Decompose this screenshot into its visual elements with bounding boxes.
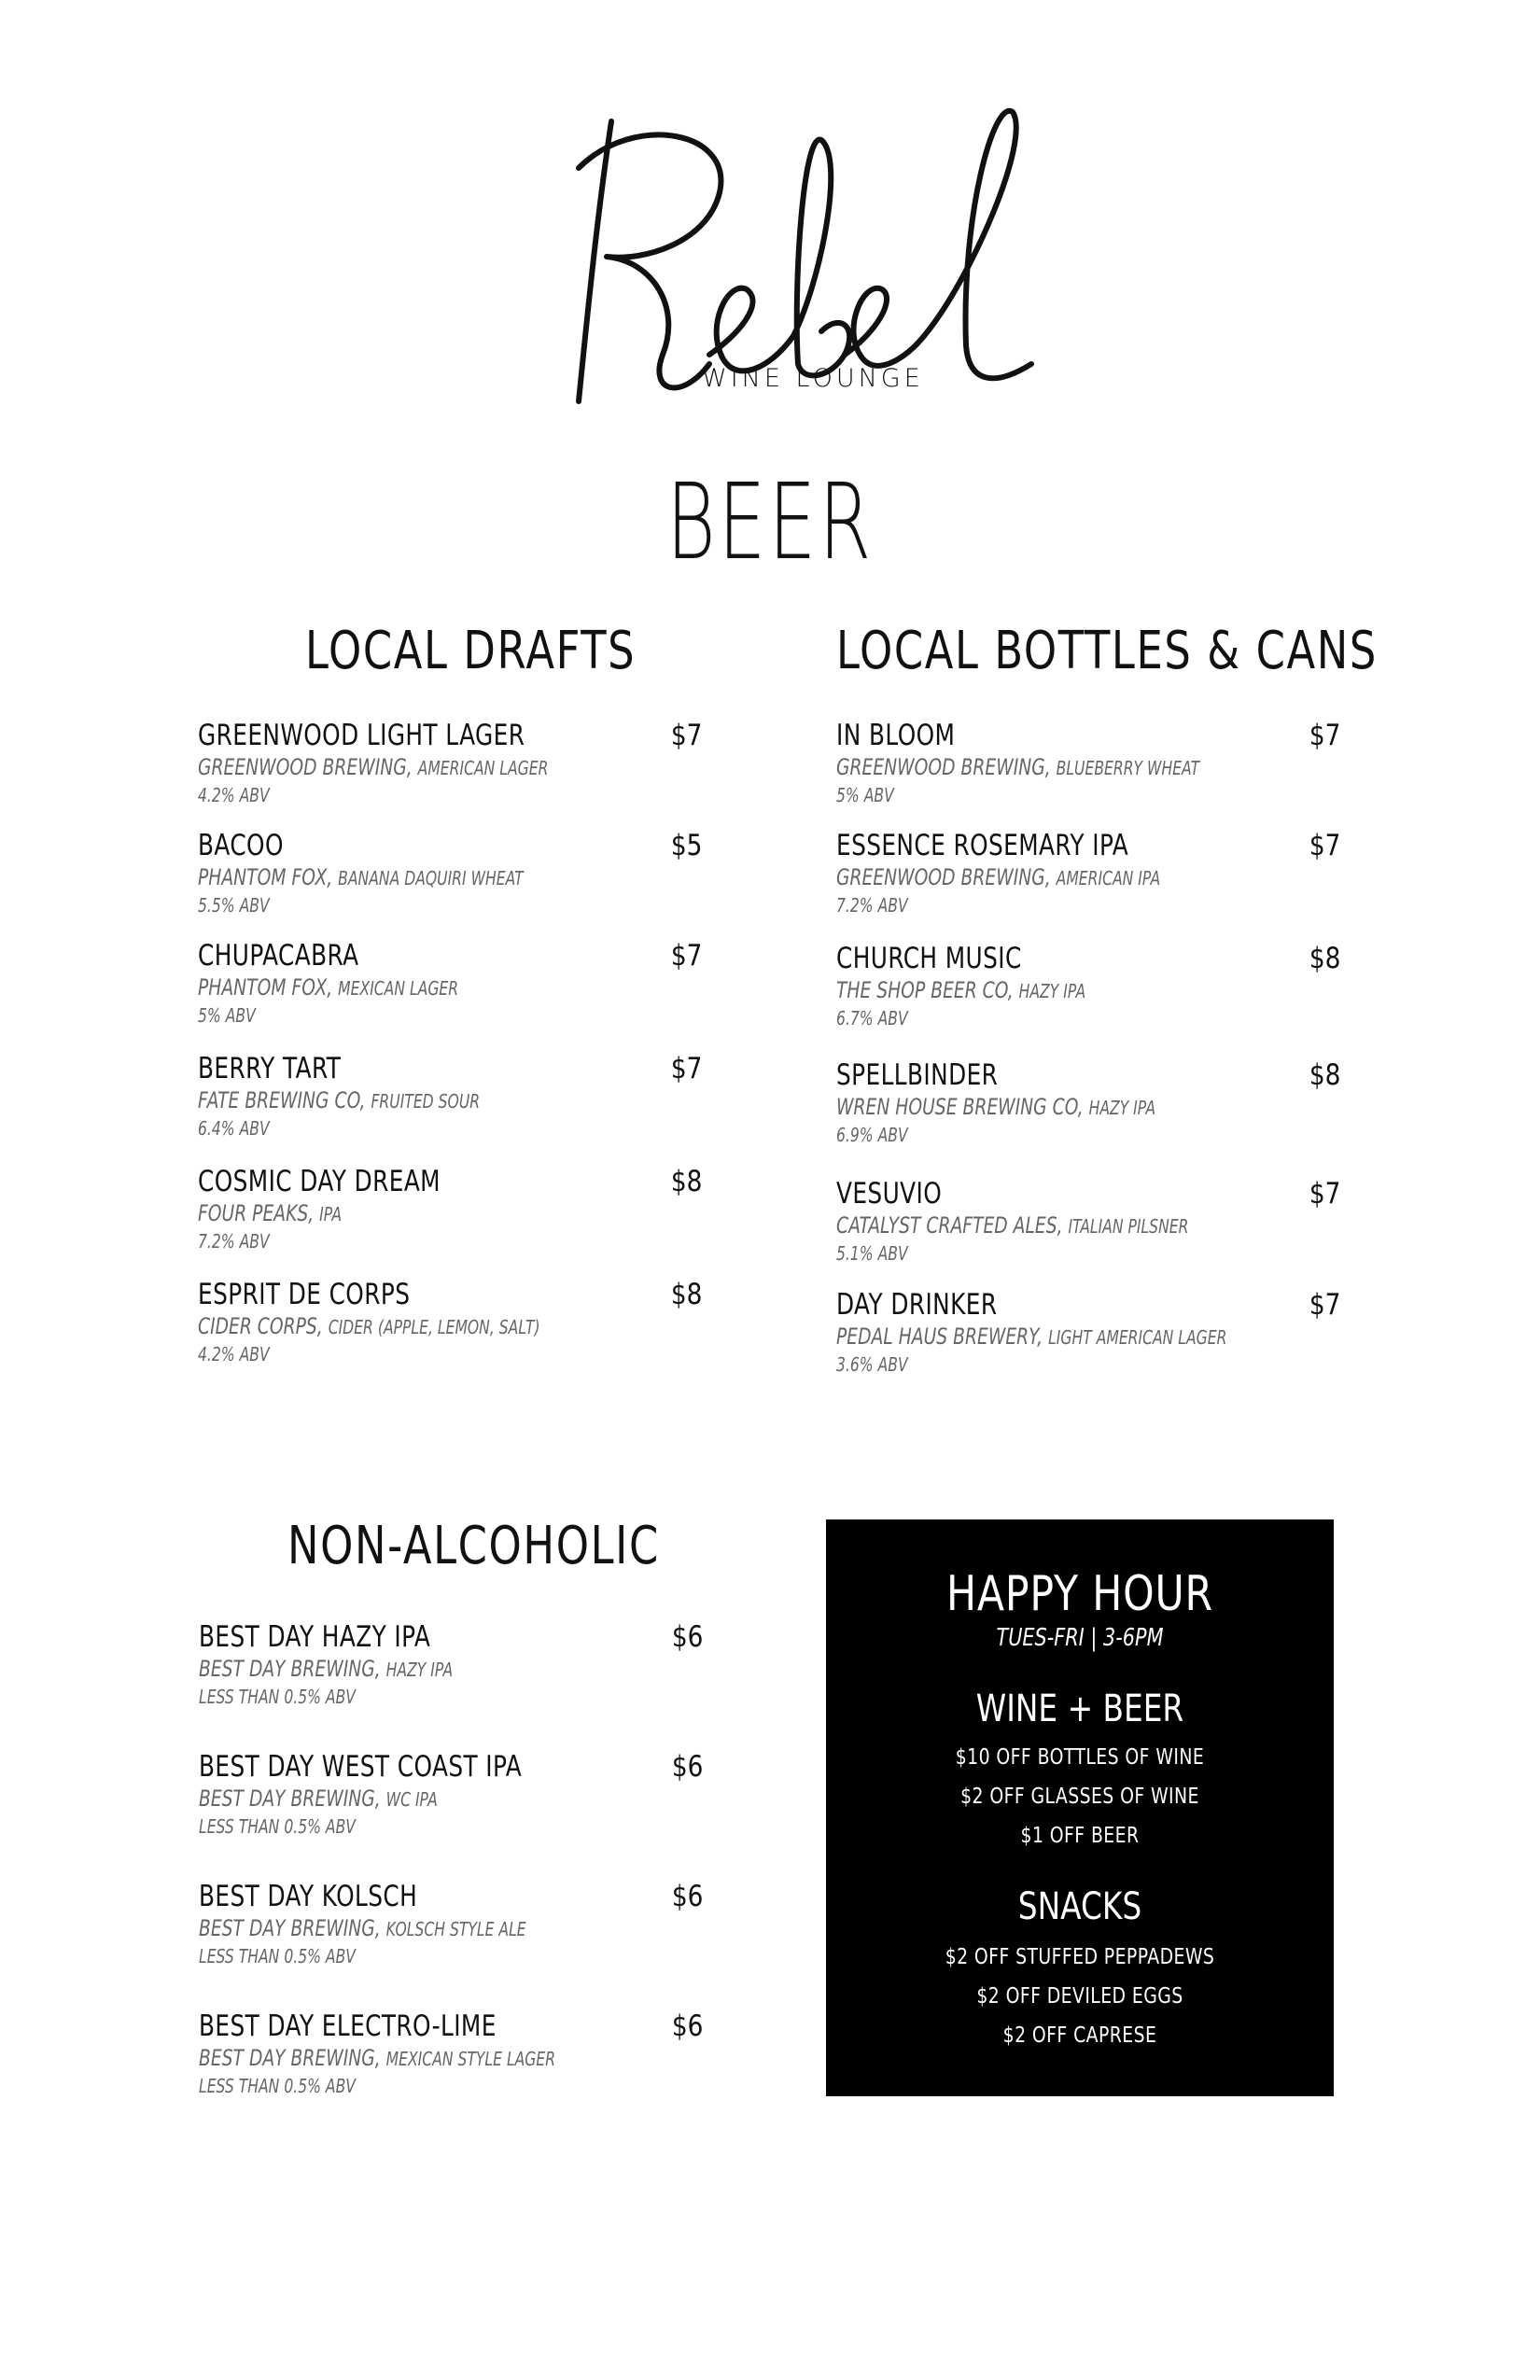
menu-item	[199, 1880, 703, 1967]
brewery-name: FATE BREWING CO,	[198, 1087, 366, 1113]
happy-hour-hours: TUES-FRI | 3-6PM	[996, 1624, 1164, 1652]
beer-style: HAZY IPA	[1088, 1097, 1156, 1119]
item-abv: 4.2% ABV	[198, 784, 270, 806]
brewery-name: PHANTOM FOX,	[198, 974, 333, 1001]
snacks-title: SNACKS	[1017, 1885, 1142, 1928]
happy-hour-title: HAPPY HOUR	[945, 1566, 1213, 1622]
menu-item	[836, 1288, 1340, 1376]
wine-beer-line: $10 OFF BOTTLES OF WINE	[955, 1745, 1205, 1770]
item-price: $8	[670, 1165, 702, 1198]
brewery-name: THE SHOP BEER CO,	[836, 977, 1014, 1003]
item-brewery	[836, 1212, 1229, 1239]
menu-item	[198, 719, 702, 806]
item-abv: 6.9% ABV	[836, 1124, 908, 1146]
happy-hour-panel	[826, 1519, 1334, 2096]
brewery-name: PHANTOM FOX,	[198, 864, 333, 890]
item-price: $7	[670, 1052, 702, 1085]
item-name: BACOO	[198, 829, 284, 862]
item-abv: 4.2% ABV	[198, 1343, 270, 1365]
item-brewery	[836, 1094, 1229, 1120]
item-abv: 5.1% ABV	[836, 1242, 908, 1265]
menu-item	[199, 1750, 703, 1838]
non-alcoholic-title: NON-ALCOHOLIC	[287, 1516, 660, 1576]
item-abv: 6.7% ABV	[836, 1007, 908, 1029]
item-price: $5	[670, 829, 702, 862]
item-name: CHURCH MUSIC	[836, 942, 1022, 975]
snacks-line: $2 OFF DEVILED EGGS	[976, 1984, 1183, 2009]
item-abv: LESS THAN 0.5% ABV	[199, 2075, 356, 2097]
page-title: BEER	[665, 462, 875, 583]
brewery-name: BEST DAY BREWING,	[199, 2045, 381, 2071]
beer-style: FRUITED SOUR	[371, 1090, 481, 1113]
wine-beer-title: WINE + BEER	[975, 1687, 1184, 1730]
item-abv: 7.2% ABV	[836, 894, 908, 917]
item-name: BEST DAY HAZY IPA	[199, 1620, 431, 1654]
local-drafts-title: LOCAL DRAFTS	[305, 621, 637, 681]
item-brewery	[198, 754, 591, 780]
item-name: GREENWOOD LIGHT LAGER	[198, 719, 525, 752]
menu-item	[198, 1278, 702, 1365]
menu-item	[836, 1177, 1340, 1265]
beer-style: BLUEBERRY WHEAT	[1056, 757, 1200, 779]
beer-style: CIDER (APPLE, LEMON, SALT)	[328, 1316, 540, 1338]
item-brewery	[198, 1087, 591, 1113]
item-name: BERRY TART	[198, 1052, 342, 1085]
brewery-name: GREENWOOD BREWING,	[836, 754, 1051, 780]
item-price: $7	[1309, 1288, 1340, 1322]
item-brewery	[199, 2045, 592, 2071]
item-price: $7	[1309, 829, 1340, 862]
brewery-name: CATALYST CRAFTED ALES,	[836, 1212, 1063, 1239]
item-name: CHUPACABRA	[198, 939, 359, 973]
beer-style: AMERICAN LAGER	[417, 757, 549, 779]
item-price: $6	[671, 2009, 703, 2043]
item-price: $7	[1309, 719, 1340, 752]
item-name: SPELLBINDER	[836, 1058, 999, 1092]
item-abv: 5.5% ABV	[198, 894, 270, 917]
beer-style: KOLSCH STYLE ALE	[385, 1918, 526, 1940]
item-brewery	[836, 977, 1229, 1003]
item-price: $8	[670, 1278, 702, 1311]
beer-style: IPA	[319, 1203, 343, 1225]
brewery-name: BEST DAY BREWING,	[199, 1915, 381, 1941]
beer-style: HAZY IPA	[1018, 980, 1086, 1002]
brewery-name: GREENWOOD BREWING,	[198, 754, 413, 780]
item-name: VESUVIO	[836, 1177, 943, 1211]
item-brewery	[199, 1915, 592, 1941]
item-brewery	[198, 864, 591, 890]
beer-style: MEXICAN LAGER	[338, 977, 459, 1000]
item-price: $6	[671, 1750, 703, 1784]
snacks-line: $2 OFF CAPRESE	[1002, 2023, 1157, 2048]
item-name: DAY DRINKER	[836, 1288, 998, 1322]
menu-item	[198, 939, 702, 1027]
item-price: $6	[671, 1620, 703, 1654]
brewery-name: WREN HOUSE BREWING CO,	[836, 1094, 1084, 1120]
item-brewery	[198, 1200, 591, 1226]
brewery-name: GREENWOOD BREWING,	[836, 864, 1051, 890]
wine-beer-line: $2 OFF GLASSES OF WINE	[960, 1785, 1199, 1809]
item-price: $7	[1309, 1177, 1340, 1211]
item-abv: LESS THAN 0.5% ABV	[199, 1815, 356, 1838]
item-brewery	[198, 1313, 591, 1339]
item-abv: 3.6% ABV	[836, 1353, 908, 1376]
item-name: COSMIC DAY DREAM	[198, 1165, 441, 1198]
item-price: $7	[670, 719, 702, 752]
menu-item	[198, 1165, 702, 1253]
brewery-name: BEST DAY BREWING,	[199, 1656, 381, 1682]
beer-style: MEXICAN STYLE LAGER	[385, 2048, 556, 2070]
brewery-name: PEDAL HAUS BREWERY,	[836, 1323, 1043, 1350]
item-abv: 6.4% ABV	[198, 1117, 270, 1140]
brewery-name: CIDER CORPS,	[198, 1313, 323, 1339]
menu-item	[199, 2009, 703, 2097]
beer-style: BANANA DAQUIRI WHEAT	[338, 867, 524, 889]
brewery-name: FOUR PEAKS,	[198, 1200, 315, 1226]
item-name: BEST DAY KOLSCH	[199, 1880, 418, 1913]
item-name: ESSENCE ROSEMARY IPA	[836, 829, 1129, 862]
item-brewery	[198, 974, 591, 1001]
menu-item	[199, 1620, 703, 1708]
wine-beer-line: $1 OFF BEER	[1020, 1824, 1140, 1848]
item-abv: 5% ABV	[836, 784, 894, 806]
item-abv: 7.2% ABV	[198, 1230, 270, 1253]
menu-item	[198, 1052, 702, 1140]
menu-item	[836, 1058, 1340, 1146]
beer-style: ITALIAN PILSNER	[1068, 1215, 1189, 1238]
item-price: $7	[670, 939, 702, 973]
menu-item	[836, 719, 1340, 806]
item-brewery	[836, 754, 1229, 780]
beer-style: AMERICAN IPA	[1056, 867, 1161, 889]
item-name: ESPRIT DE CORPS	[198, 1278, 411, 1311]
item-abv: 5% ABV	[198, 1004, 256, 1027]
item-brewery	[836, 864, 1229, 890]
item-price: $8	[1309, 942, 1340, 975]
local-bottles-title: LOCAL BOTTLES & CANS	[836, 621, 1378, 681]
logo-subtitle: WINE LOUNGE	[702, 364, 924, 393]
item-brewery	[199, 1656, 592, 1682]
menu-item	[836, 829, 1340, 917]
item-price: $6	[671, 1880, 703, 1913]
item-name: BEST DAY WEST COAST IPA	[199, 1750, 523, 1784]
item-price: $8	[1309, 1058, 1340, 1092]
menu-item	[198, 829, 702, 917]
item-name: BEST DAY ELECTRO-LIME	[199, 2009, 497, 2043]
snacks-line: $2 OFF STUFFED PEPPADEWS	[945, 1945, 1215, 1969]
beer-style: WC IPA	[385, 1788, 438, 1811]
item-brewery	[836, 1323, 1229, 1350]
menu-item	[836, 942, 1340, 1029]
item-abv: LESS THAN 0.5% ABV	[199, 1945, 356, 1967]
item-abv: LESS THAN 0.5% ABV	[199, 1686, 356, 1708]
brewery-name: BEST DAY BREWING,	[199, 1785, 381, 1812]
beer-style: HAZY IPA	[385, 1659, 454, 1681]
item-name: IN BLOOM	[836, 719, 956, 752]
item-brewery	[199, 1785, 592, 1812]
beer-style: LIGHT AMERICAN LAGER	[1048, 1326, 1227, 1349]
